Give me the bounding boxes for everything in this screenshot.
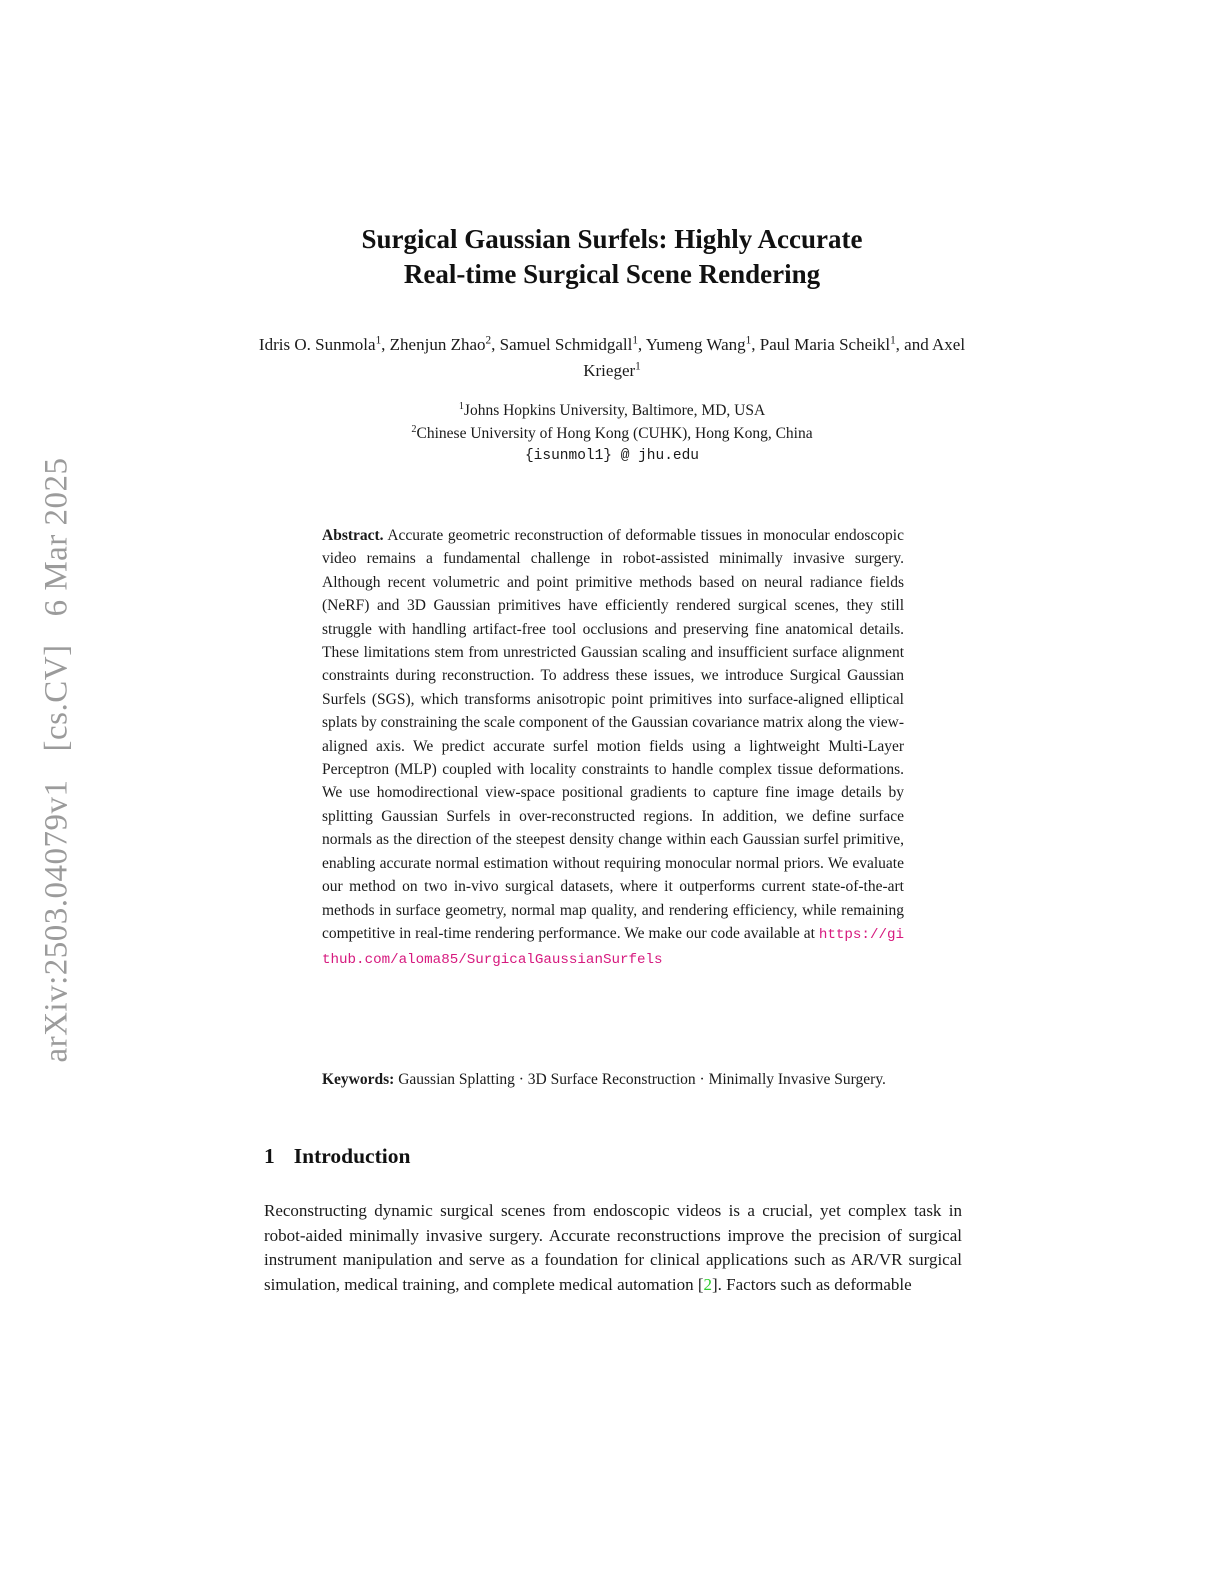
paper-title-line1: Surgical Gaussian Surfels: Highly Accurate	[361, 224, 863, 254]
author-affiliation-ref: 2	[485, 334, 492, 347]
author: Idris O. Sunmola$^1$,	[258, 334, 390, 354]
author: Yumeng Wang$^1$,	[645, 334, 760, 354]
author-affiliation-ref: 1	[890, 334, 896, 347]
intro-text-after-citation: ]. Factors such as deformable	[712, 1274, 912, 1294]
affiliation: $^2$Chinese University of Hong Kong (CUHK), Hong Kong, China	[411, 423, 813, 442]
author: Zhenjun Zhao$^2$,	[389, 334, 500, 354]
arxiv-watermark	[39, 457, 76, 1062]
code-repository-link[interactable]: https://github.com/aloma85/SurgicalGaussianSurfels	[322, 926, 904, 969]
citation-link[interactable]: 2	[703, 1274, 713, 1294]
abstract-block	[322, 524, 904, 973]
section-number: 1	[264, 1144, 275, 1168]
affiliation: $^1$Johns Hopkins University, Baltimore, MD, USA	[458, 400, 766, 419]
abstract-text: Accurate geometric reconstruction of deformable tissues in monocular endoscopic video remains a fundamental challenge in robot-assisted minimally invasive surgery. Although recent volumetric and point primitive methods based on neural radiance fields (NeRF) and 3D Gaussian primitives have efficiently rendered surgical scenes, they still struggle with handling artifact-free tool occlusions and preserving fine anatomical details. These limitations stem from unrestricted Gaussian scaling and insufficient surface alignment constraints during reconstruction. To address these issues, we introduce Surgical Gaussian Surfels (SGS), which transforms anisotropic point primitives into surface-aligned elliptical splats by constraining the scale component of the Gaussian covariance matrix along the view-aligned axis. We predict accurate surfel motion fields using a lightweight Multi-Layer Perceptron (MLP) coupled with locality constraints to handle complex tissue deformations. We use homodirectional view-space positional gradients to capture fine image details by splitting Gaussian Surfels in over-reconstructed regions. In addition, we define surface normals as the direction of the steepest density change within each Gaussian surfel primitive, enabling accurate normal estimation without requiring monocular normal priors. We evaluate our method on two in-vivo surgical datasets, where it outperforms current state-of-the-art methods in surface geometry, normal map quality, and rendering efficiency, while remaining competitive in real-time rendering performance. We make our code available at	[322, 527, 904, 942]
author: Samuel Schmidgall$^1$,	[499, 334, 646, 354]
keywords-text: Gaussian Splatting · 3D Surface Reconstruction · Minimally Invasive Surgery.	[394, 1071, 886, 1088]
intro-text-before-citation: Reconstructing dynamic surgical scenes from endoscopic videos is a crucial, yet complex task in robot-aided minimally invasive surgery. Accurate reconstructions improve the precision of surgical instrument manipulation and serve as a foundation for clinical applications such as AR/VR surgical simulation, medical training, and complete medical automation [	[264, 1201, 962, 1294]
paper-title-line2: Real-time Surgical Scene Rendering	[403, 259, 821, 289]
abstract-label: Abstract.	[322, 527, 384, 544]
affiliation-marker: 2	[411, 423, 417, 435]
author-list	[254, 332, 970, 384]
author-affiliation-ref: 1	[632, 334, 638, 347]
author: Axel Krieger$^1$	[583, 335, 966, 380]
section-title: Introduction	[293, 1144, 411, 1168]
keywords-label: Keywords:	[322, 1071, 395, 1088]
keywords-block	[322, 1068, 904, 1091]
paper-title	[264, 222, 960, 292]
author: Paul Maria Scheikl$^1$, and	[759, 334, 933, 354]
arxiv-category: [cs.CV]	[38, 644, 75, 752]
author-affiliation-ref: 1	[635, 360, 641, 373]
arxiv-date: 6 Mar 2025	[38, 457, 75, 617]
contact-email: {isunmol1} @ jhu.edu	[524, 448, 700, 464]
intro-paragraph	[264, 1199, 962, 1297]
affiliations-block	[264, 399, 960, 468]
affiliation-marker: 1	[458, 400, 464, 412]
arxiv-id: arXiv:2503.04079v1	[38, 779, 75, 1063]
author-affiliation-ref: 1	[745, 334, 752, 347]
author-affiliation-ref: 1	[375, 334, 382, 347]
section-heading-introduction	[264, 1144, 960, 1169]
